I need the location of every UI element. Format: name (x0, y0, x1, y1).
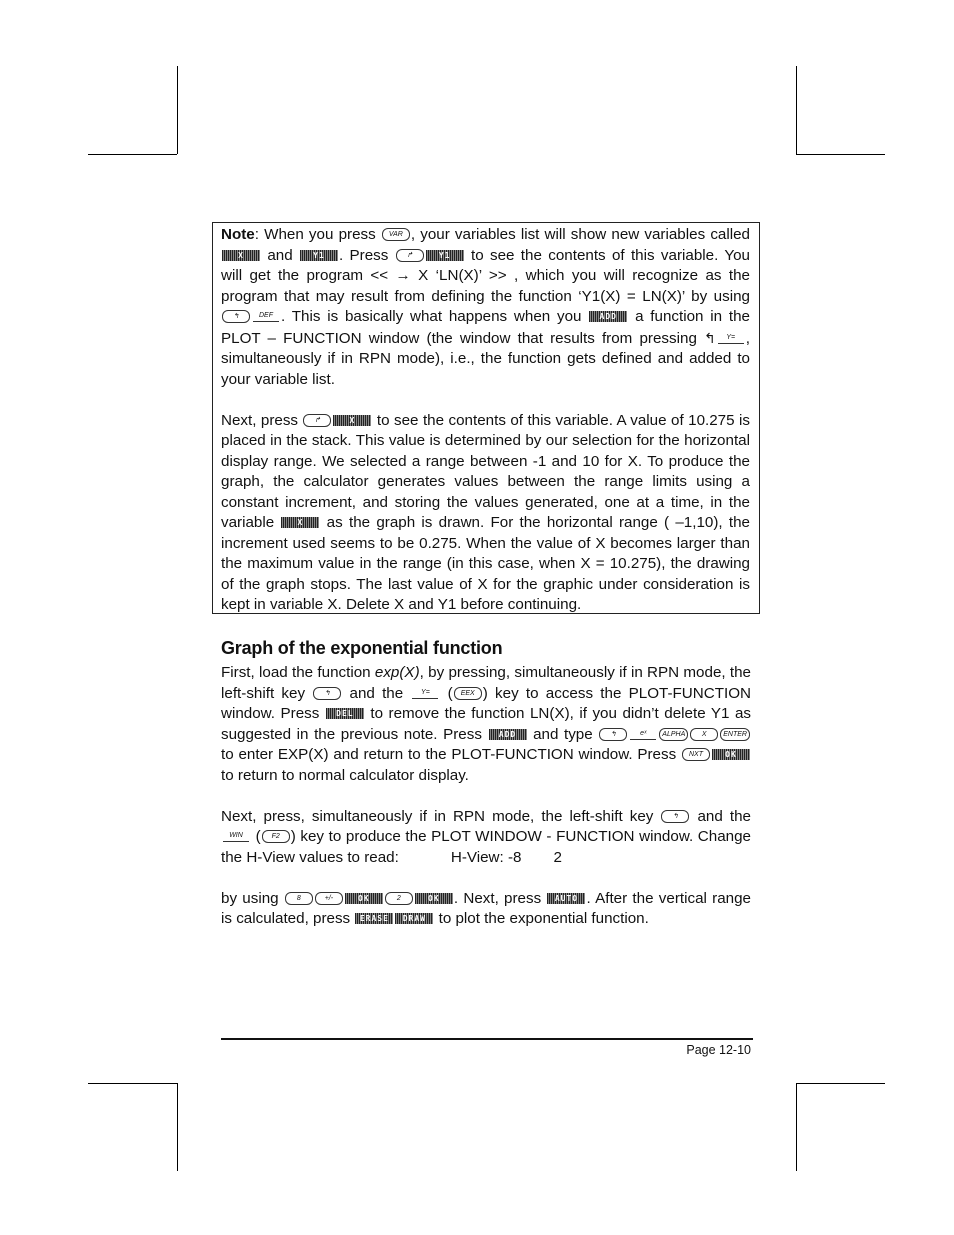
note-box (212, 222, 760, 614)
win-label-icon: WIN (223, 831, 249, 842)
x-softkey-icon: X (281, 517, 319, 528)
yeq-label-icon: Y= (412, 688, 438, 699)
left-shift-key-icon: ↰ (222, 310, 250, 323)
nxt-key-icon: NXT (682, 748, 710, 761)
ex-label-icon: eˣ (630, 729, 656, 740)
left-shift-key-icon: ↰ (599, 728, 627, 741)
section-heading: Graph of the exponential function (221, 638, 503, 658)
y1-softkey-icon: Y1 (300, 250, 338, 261)
left-shift-icon: ↰ (704, 329, 716, 346)
eight-key-icon: 8 (285, 892, 313, 905)
left-shift-key-icon: ↰ (313, 687, 341, 700)
right-shift-key-icon: ↱ (303, 414, 331, 427)
footer-rule (221, 1038, 753, 1040)
crop-mark (177, 66, 178, 154)
crop-mark (177, 1083, 178, 1171)
erase-softkey-icon: ERASE (355, 913, 393, 924)
draw-softkey-icon: DRAW (395, 913, 433, 924)
section-paragraph-1: First, load the function exp(X), by pressing, simultaneously if in RPN mode, the left-shift key ↰ and the Y= ( EEX ) key to access the PLOT-FUNCTION window. Press DEL to remove the function LN(X), if you didn’t delete Y1 as suggested in the previous note. Press ADD and type ↰ eˣ ALPHA X ENTER to enter EXP(X) and return to the PLOT-FUNCTION window. Press NXT OK to return to normal calculator display. (221, 664, 752, 784)
x-softkey-icon: X (222, 250, 260, 261)
add-softkey-icon: ADD (589, 311, 627, 322)
eex-key-icon: EEX (454, 687, 482, 700)
crop-mark (796, 66, 797, 154)
add-softkey-icon: ADD (489, 729, 527, 740)
y1-softkey-icon: Y1 (426, 250, 464, 261)
crop-mark (796, 154, 885, 155)
crop-mark (796, 1083, 885, 1084)
crop-mark (88, 154, 177, 155)
two-key-icon: 2 (385, 892, 413, 905)
negate-key-icon: +/- (315, 892, 343, 905)
def-label-icon: DEF (253, 311, 279, 322)
hview-value: H-View: -8 (450, 848, 522, 866)
ok-softkey-icon: OK (712, 749, 750, 760)
alpha-key-icon: ALPHA (659, 728, 688, 741)
del-softkey-icon: DEL (326, 708, 364, 719)
left-shift-key-icon: ↰ (661, 810, 689, 823)
yeq-label-icon: Y= (718, 333, 744, 344)
right-shift-key-icon: ↱ (396, 249, 424, 262)
x-key-icon: X (690, 728, 718, 741)
exponential-section (221, 636, 751, 930)
page-number: Page 12-10 (686, 1043, 751, 1057)
crop-mark (88, 1083, 177, 1084)
x-softkey-icon: X (333, 415, 371, 426)
section-paragraph-2: Next, press, simultaneously if in RPN mode, the left-shift key ↰ and the WIN ( F2 ) key to produce the PLOT WINDOW - FUNCTION window. Change the H-View values to read: H-View: -8 2 (221, 807, 751, 866)
enter-key-icon: ENTER (720, 728, 750, 741)
note-paragraph-2: Next, press ↱ X to see the contents of this variable. A value of 10.275 is placed in the stack. This value is determined by our selection for the horizontal display range. We selected a range between -1 and 10 for X. To produce the graph, the calculator generates values between the range limits using a constant increment, and storing the values generated, one at a time, in the variable X as the graph is drawn. For the horizontal range ( –1,10), the increment used seems to be 0.275. When the value of X becomes larger than the maximum value in the range (in this case, when X = 10.275), the drawing of the graph stops. The last value of X for the graphic under consideration is kept in variable X. Delete X and Y1 before continuing. (221, 411, 750, 613)
crop-mark (796, 1083, 797, 1171)
auto-softkey-icon: AUTO (547, 893, 585, 904)
note-paragraph-1: Note: When you press VAR , your variables list will show new variables called X and Y1 . Press ↱ Y1 to see the contents of this variable. You will get the program << → X ‘LN(X)’ >> , which you will recognize as the program that may result from defining the function ‘Y1(X) = LN(X)’ by using ↰ DEF . This is basically what happens when you ADD a function in the PLOT – FUNCTION window (the window that results from pressing ↰ Y= , simultaneously if in RPN mode), i.e., the function gets defined and added to your variable list. (221, 226, 751, 388)
ok-softkey-icon: OK (345, 893, 383, 904)
ok-softkey-icon: OK (415, 893, 453, 904)
section-paragraph-3: by using 8 +/- OK 2 OK . Next, press AUTO . After the vertical range is calculated, press ERASE DRAW to plot the exponential function. (221, 889, 751, 927)
f2-key-icon: F2 (262, 830, 290, 843)
var-key-icon: VAR (382, 228, 410, 241)
hview-max: 2 (553, 848, 562, 866)
note-label: Note (221, 226, 255, 243)
